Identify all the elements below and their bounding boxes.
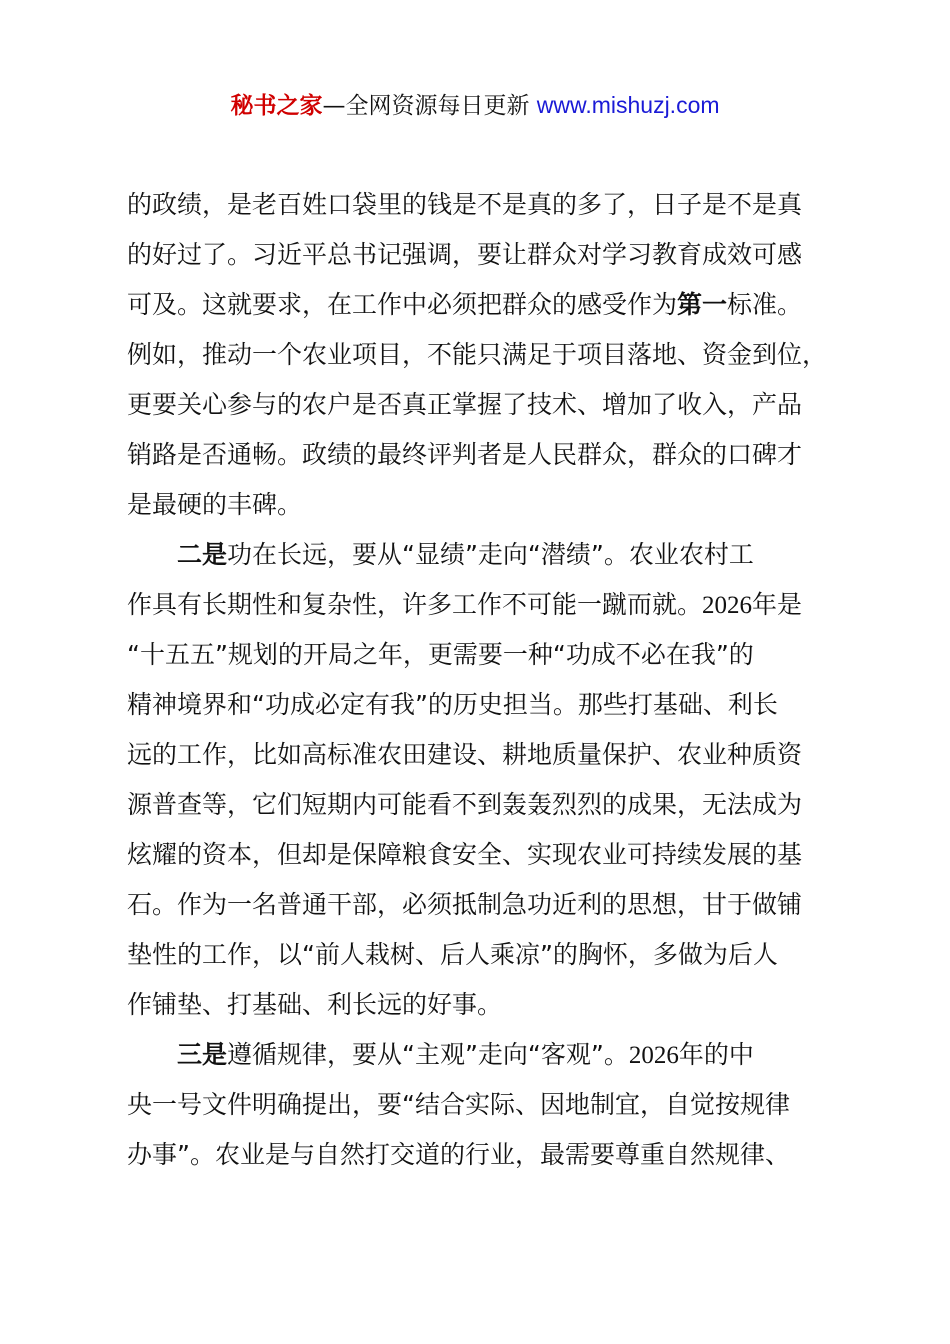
text-segment: 石。作为一名普通干部，必须抵制急功近利的思想，甘于做铺 bbox=[127, 890, 803, 919]
text-segment: 垫性的工作，以“前人栽树、后人乘凉”的胸怀，多做为后人 bbox=[127, 940, 778, 969]
text-segment: 炫耀的资本，但却是保障粮食安全、实现农业可持续发展的基 bbox=[127, 840, 803, 869]
text-line bbox=[127, 430, 832, 480]
brand-name: 秘书之家 bbox=[230, 93, 323, 119]
text-line bbox=[127, 630, 832, 680]
text-segment: 的好过了。习近平总书记强调，要让群众对学习教育成效可感 bbox=[127, 240, 803, 269]
text-line bbox=[127, 730, 832, 780]
text-line bbox=[127, 1080, 832, 1130]
emphasis-text: 二是 bbox=[177, 540, 228, 569]
website-link[interactable]: www.mishuzj.com bbox=[536, 92, 720, 118]
text-line bbox=[127, 830, 832, 880]
text-segment: 例如，推动一个农业项目，不能只满足于项目落地、资金到位， bbox=[127, 340, 828, 369]
text-segment: 办事”。农业是与自然打交道的行业，最需要尊重自然规律、 bbox=[127, 1140, 790, 1169]
text-line bbox=[127, 480, 832, 530]
text-segment: 远的工作，比如高标准农田建设、耕地质量保护、农业种质资 bbox=[127, 740, 803, 769]
text-line bbox=[127, 580, 832, 630]
text-segment: 2026 bbox=[628, 1042, 679, 1069]
text-line bbox=[127, 380, 832, 430]
text-segment: 作铺垫、打基础、利长远的好事。 bbox=[127, 990, 503, 1019]
text-segment: 年是 bbox=[752, 590, 803, 619]
text-line bbox=[127, 980, 832, 1030]
text-segment: 央一号文件明确提出，要“结合实际、因地制宜，自觉按规律 bbox=[127, 1090, 790, 1119]
text-segment: 2026 bbox=[702, 592, 753, 619]
text-line bbox=[127, 780, 832, 830]
text-line bbox=[127, 930, 832, 980]
text-line bbox=[127, 1130, 832, 1180]
text-segment: 可及。这就要求，在工作中必须把群众的感受作为 bbox=[127, 290, 678, 319]
text-segment: 的政绩，是老百姓口袋里的钱是不是真的多了，日子是不是真 bbox=[127, 190, 803, 219]
text-segment: 作具有长期性和复杂性，许多工作不可能一蹴而就。 bbox=[127, 590, 703, 619]
emphasis-text: 第一 bbox=[677, 290, 728, 319]
text-segment: 源普查等，它们短期内可能看不到轰轰烈烈的成果，无法成为 bbox=[127, 790, 803, 819]
emphasis-text: 三是 bbox=[177, 1040, 228, 1069]
text-line bbox=[127, 1030, 832, 1080]
text-segment: 标准。 bbox=[727, 290, 803, 319]
text-segment: 是最硬的丰碑。 bbox=[127, 490, 303, 519]
text-segment: “十五五”规划的开局之年，更需要一种“功成不必在我”的 bbox=[127, 640, 754, 669]
text-line bbox=[127, 330, 832, 380]
text-line bbox=[127, 230, 832, 280]
text-segment: 年的中 bbox=[678, 1040, 754, 1069]
text-line bbox=[127, 680, 832, 730]
text-line bbox=[127, 280, 832, 330]
text-line bbox=[127, 880, 832, 930]
document-body bbox=[127, 180, 832, 1180]
text-segment: 遵循规律，要从“主观”走向“客观”。 bbox=[227, 1040, 629, 1069]
page-header bbox=[0, 88, 950, 123]
header-tagline: —全网资源每日更新 bbox=[322, 93, 530, 119]
text-segment: 销路是否通畅。政绩的最终评判者是人民群众，群众的口碑才 bbox=[127, 440, 803, 469]
text-segment: 更要关心参与的农户是否真正掌握了技术、增加了收入，产品 bbox=[127, 390, 803, 419]
text-line bbox=[127, 530, 832, 580]
text-line bbox=[127, 180, 832, 230]
text-segment: 功在长远，要从“显绩”走向“潜绩”。农业农村工 bbox=[227, 540, 754, 569]
text-segment: 精神境界和“功成必定有我”的历史担当。那些打基础、利长 bbox=[127, 690, 778, 719]
